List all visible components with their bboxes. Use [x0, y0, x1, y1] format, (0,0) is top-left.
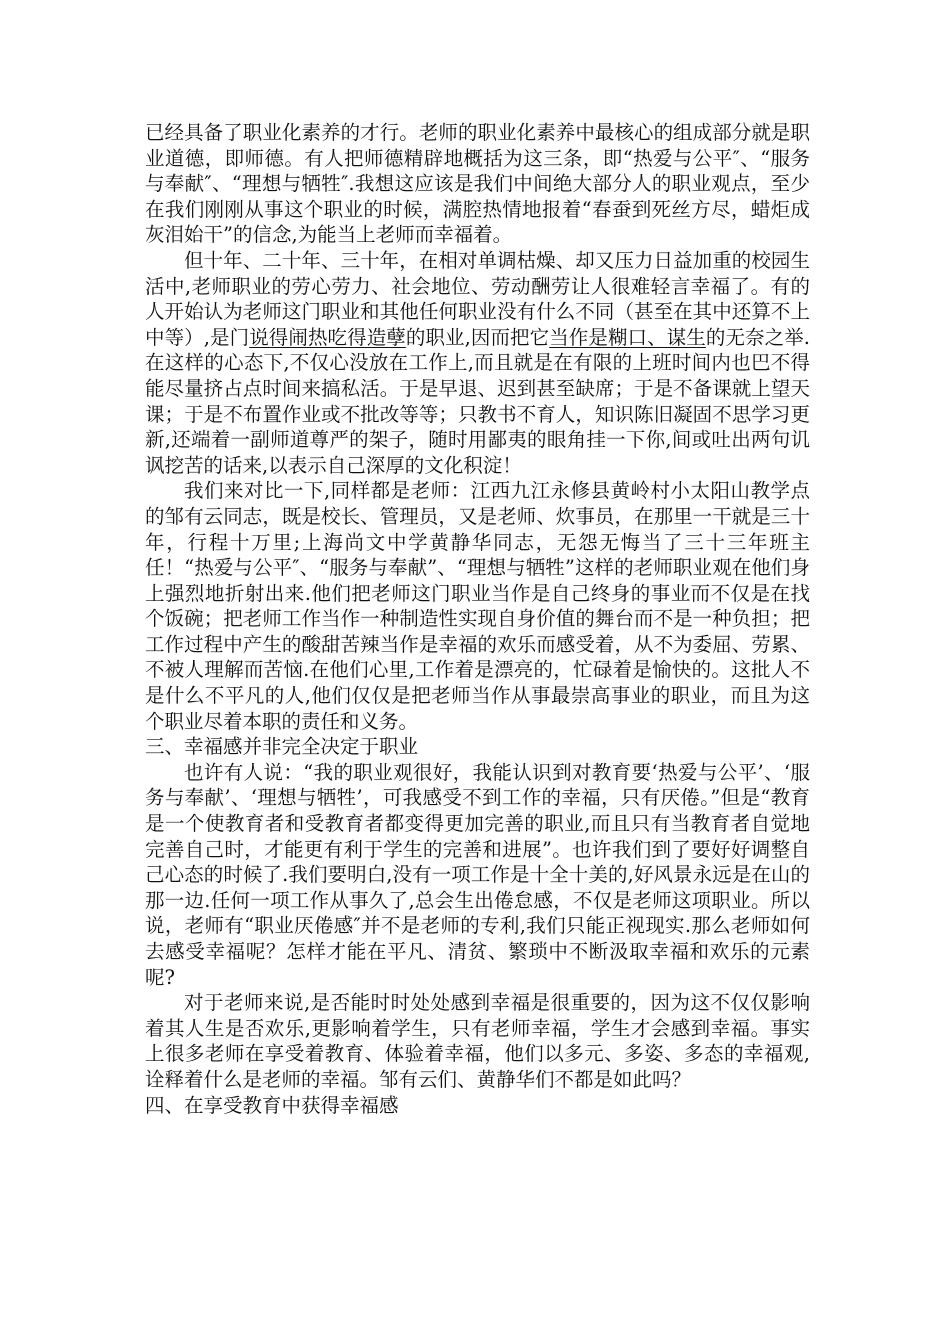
section-heading-3: 三、幸福感并非完全决定于职业 [145, 735, 419, 759]
paragraph-professional-ethics: 已经具备了职业化素养的才行。老师的职业化素养中最核心的组成部分就是职业道德，即师德。有人把师德精辟地概括为这三条，即“热爱与公平″、“服务与奉献″、“理想与牺牲″.我想这应该是我们中间绝大部分人的职业观点，至少在我们刚刚从事这个职业的时候，满腔热情地报着“春蚕到死丝方尽，蜡炬成灰泪始干”的信念,为能当上老师而幸福着。 [145, 121, 810, 247]
underlined-phrase: 当作是糊口、谋生 [549, 325, 706, 349]
text-segment: 的无奈之举.在这样的心态下,不仅心没放在工作上,而且就是在有限的上班时间内也巴不得能尽量挤占点时间来搞私活。于是早退、迟到甚至缺席；于是不备课就上望天课；于是不布置作业或不批改等等；只教书不育人，知识陈旧凝固不思学习更新,还端着一副师道尊严的架子，随时用鄙夷的眼角挂一下你,间或吐出两句讥讽挖苦的话来,以表示自己深厚的文化积淀！ [145, 325, 810, 477]
paragraph-teacher-happiness: 对于老师来说,是否能时时处处感到幸福是很重要的，因为这不仅仅影响着其人生是否欢乐,更影响着学生，只有老师幸福，学生才会感到幸福。事实上很多老师在享受着教育、体验着幸福，他们以多元、多姿、多态的幸福观,诠释着什么是老师的幸福。邹有云们、黄静华们不都是如此吗？ [145, 991, 810, 1091]
text-segment: 的职业,因而把它 [405, 325, 550, 349]
paragraph-comparison: 我们来对比一下,同样都是老师：江西九江永修县黄岭村小太阳山教学点的邹有云同志，既是校长、管理员，又是老师、炊事员，在那里一干就是三十年，行程十万里;上海尚文中学黄静华同志，无怨无悔当了三十三年班主任！“热爱与公平″、“服务与奉献”、“理想与牺牲”这样的老师职业观在他们身上强烈地折射出来.他们把老师这门职业当作是自己终身的事业而不仅是在找个饭碗；把老师工作当作一种制造性实现自身价值的舞台而不是一种负担；把工作过程中产生的酸甜苦辣当作是幸福的欢乐而感受着，从不为委屈、劳累、不被人理解而苦恼.在他们心里,工作着是漂亮的，忙碌着是愉快的。这批人不是什么不平凡的人,他们仅仅是把老师当作从事最崇高事业的职业，而且为这个职业尽着本职的责任和义务。 [145, 479, 810, 733]
underlined-phrase: 说得闹热吃得造孽 [249, 325, 406, 349]
paragraph-happiness-not-job: 也许有人说：“我的职业观很好，我能认识到对教育要‘热爱与公平’、‘服务与奉献’、‘理想与牺牲’，可我感受不到工作的幸福，只有厌倦。”但是“教育是一个使教育者和受教育者都变得更加完善的职业,而且只有当教育者自觉地完善自己时，才能更有利于学生的完善和进展”。也许我们到了要好好调整自己心态的时候了.我们要明白,没有一项工作是十全十美的,好风景永远是在山的那一边.任何一项工作从事久了,总会生出倦怠感，不仅是老师这项职业。所以说，老师有“职业厌倦感″并不是老师的专利,我们只能正视现实.那么老师如何去感受幸福呢？怎样才能在平凡、清贫、繁琐中不断汲取幸福和欢乐的元素呢? [145, 760, 810, 989]
section-heading-4: 四、在享受教育中获得幸福感 [145, 1093, 399, 1117]
paragraph-teacher-burnout [145, 248, 810, 478]
document-page [145, 120, 810, 1118]
text-segment: 但十年、二十年、三十年，在相对单调枯燥、却又压力日益加重的校园生活中,老师职业的劳心劳力、社会地位、劳动酬劳让人很难轻言幸福了。有的人开始认为老师这门职业和其他任何职业没有什么不同（甚至在其中还算不上中等）,是门 [145, 248, 810, 349]
